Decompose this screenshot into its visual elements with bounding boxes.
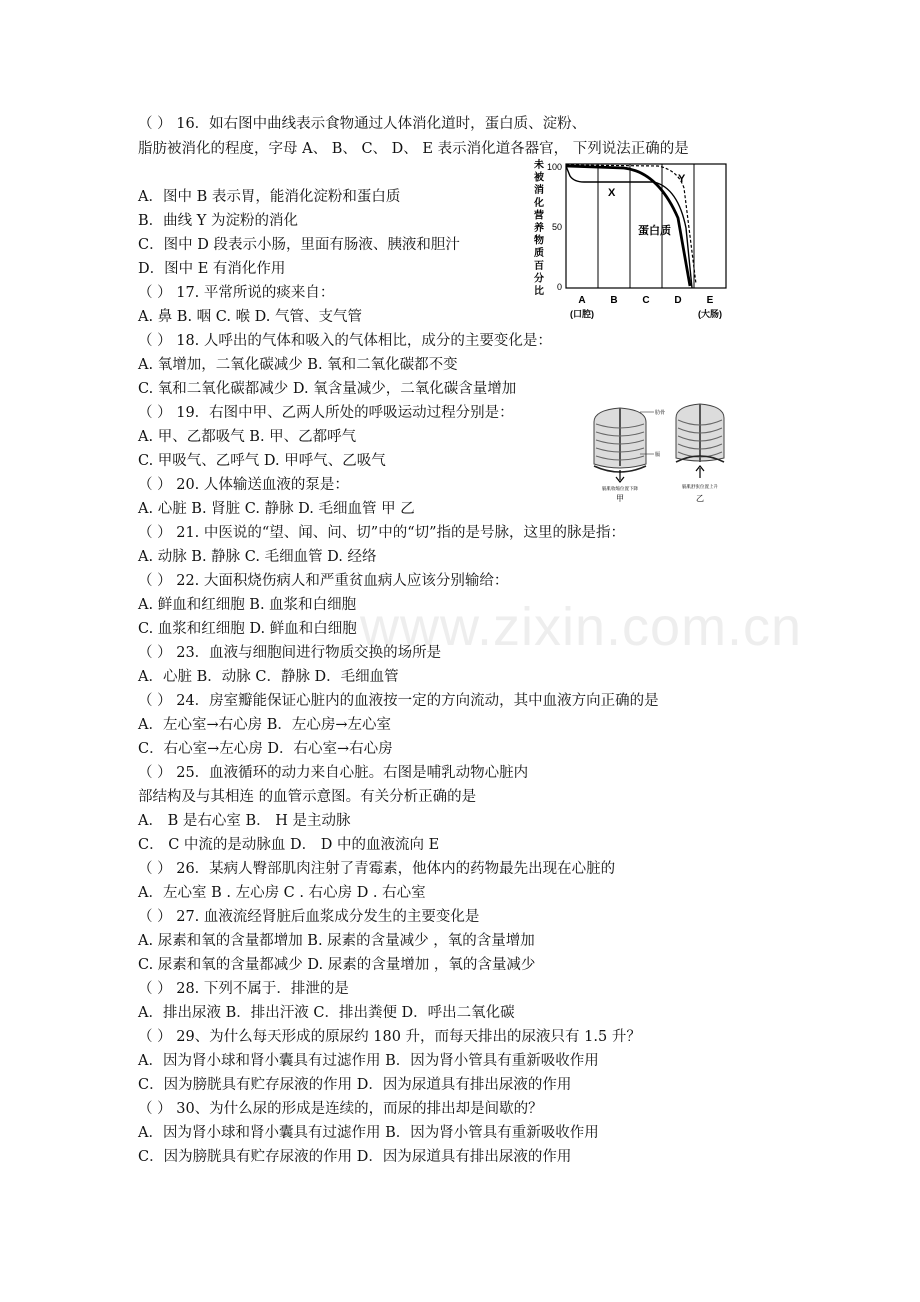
curve-x [566,166,692,288]
label-yi: 乙 [696,494,704,503]
y-axis-label-char: 营 [534,210,544,222]
label-jia: 甲 [616,494,624,503]
y-axis-label-char: 养 [534,223,544,234]
x-sublabel-large-intestine: (大肠) [698,309,722,319]
x-label-e: E [706,295,714,306]
text-line: A. 甲、乙都吸气 B. 甲、乙都呼气 [138,429,357,445]
text-line: 脂肪被消化的程度，字母 A、 B、 C、 D、 E 表示消化道各器官， 下列说法正确的是 [138,141,689,157]
label-x: X [608,187,616,199]
x-label-a: A [578,295,586,306]
text-line: C. 甲吸气、乙呼气 D. 甲呼气、乙吸气 [138,453,386,469]
text-line: C. 血浆和红细胞 D. 鲜血和白细胞 [138,621,357,637]
text-line: A. 鲜血和红细胞 B. 血浆和白细胞 [138,597,357,613]
x-label-b: B [610,295,618,306]
text-line: （ ） 27. 血液流经肾脏后血浆成分发生的主要变化是 [138,909,480,925]
text-line: A．图中 B 表示胃，能消化淀粉和蛋白质 [138,189,401,205]
text-line: A．心脏 B．动脉 C．静脉 D．毛细血管 [138,669,399,685]
y-axis-label-char: 质 [534,248,544,260]
text-line: C．因为膀胱具有贮存尿液的作用 D．因为尿道具有排出尿液的作用 [138,1149,572,1165]
label-y: Y [678,173,686,185]
text-line: （ ） 29、为什么每天形成的原尿约 180 升，而每天排出的尿液只有 1.5 升？ [138,1029,641,1045]
watermark: www.zixin.com.cn [360,597,803,657]
text-line: A. 氧增加，二氧化碳减少 B. 氧和二氧化碳都不变 [138,357,458,373]
label-rib: 肋骨 [655,410,666,416]
text-line: （ ） 18. 人呼出的气体和吸入的气体相比，成分的主要变化是： [138,333,552,349]
label-contract: 膈肌收缩位置下降 [602,486,638,491]
y-axis-label-char: 被 [534,172,544,184]
digestion-chart [528,158,758,328]
ribcage-yi-icon [676,404,724,478]
text-line: D．图中 E 有消化作用 [138,261,286,277]
text-line: C． C 中流的是动脉血 D． D 中的血液流向 E [138,837,440,853]
text-line: 部结构及与其相连 的血管示意图。有关分析正确的是 [138,789,477,805]
text-line: （ ） 26．某病人臀部肌肉注射了青霉素，他体内的药物最先出现在心脏的 [138,861,616,877]
text-line: （ ） 19．右图中甲、乙两人所处的呼吸运动过程分别是： [138,405,514,421]
y-axis-label-char: 比 [534,286,544,297]
text-line: C．右心室→左心房 D．右心室→右心房 [138,741,393,757]
text-line: A．因为肾小球和肾小囊具有过滤作用 B．因为肾小管具有重新吸收作用 [138,1125,599,1141]
text-line: （ ） 30、为什么尿的形成是连续的，而尿的排出却是间歇的？ [138,1101,543,1117]
y-axis-label-char: 百 [534,260,544,272]
y-axis-label-char: 化 [534,197,544,209]
text-line: B．曲线 Y 为淀粉的消化 [138,213,298,229]
text-line: （ ） 24．房室瓣能保证心脏内的血液按一定的方向流动，其中血液方向正确的是 [138,693,659,709]
tick-0: 0 [556,282,562,292]
text-line: （ ） 16．如右图中曲线表示食物通过人体消化道时，蛋白质、淀粉、 [138,116,587,132]
label-diaphragm: 膈 [655,452,661,458]
y-axis-label-char: 分 [534,273,544,285]
x-sublabel-mouth: (口腔) [570,309,594,319]
text-line: C. 氧和二氧化碳都减少 D. 氧含量减少，二氧化碳含量增加 [138,381,517,397]
ribcage-jia-icon [594,408,646,482]
text-line: （ ） 17. 平常所说的痰来自： [138,285,335,301]
y-axis-label-char: 消 [534,185,544,197]
text-line: A. 动脉 B. 静脉 C. 毛细血管 D. 经络 [138,549,377,565]
text-line: （ ） 20. 人体输送血液的泵是： [138,477,349,493]
y-axis-label-char: 未 [534,160,544,171]
curve-y [566,165,696,284]
text-line: A. 心脏 B. 肾脏 C. 静脉 D. 毛细血管 甲 乙 [138,501,415,517]
text-line: C. 尿素和氧的含量都减少 D. 尿素的含量增加 ，氧的含量减少 [138,957,536,973]
text-line: A．因为肾小球和肾小囊具有过滤作用 B．因为肾小管具有重新吸收作用 [138,1053,599,1069]
text-line: A．排出尿液 B．排出汗液 C．排出粪便 D．呼出二氧化碳 [138,1005,515,1021]
tick-100: 100 [546,162,562,172]
label-relax: 膈肌舒张位置上升 [682,484,718,489]
tick-50: 50 [551,222,562,232]
text-line: （ ） 22. 大面积烧伤病人和严重贫血病人应该分别输给： [138,573,509,589]
text-line: A．左心室 B . 左心房 C . 右心房 D . 右心室 [138,885,426,901]
text-line: （ ） 21. 中医说的“望、闻、问、切”中的“切”指的是号脉，这里的脉是指： [138,525,626,541]
y-axis-label [533,158,545,297]
x-label-c: C [642,295,650,306]
breathing-figure [584,402,734,504]
text-line: A．左心室→右心房 B．左心房→左心室 [138,717,392,733]
text-line: C．图中 D 段表示小肠，里面有肠液、胰液和胆汁 [138,237,460,253]
text-line: A． B 是右心室 B． H 是主动脉 [138,813,351,829]
label-protein: 蛋白质 [638,225,671,237]
x-label-d: D [674,295,682,306]
text-line: （ ） 23．血液与细胞间进行物质交换的场所是 [138,645,442,661]
text-line: （ ） 25．血液循环的动力来自心脏。右图是哺乳动物心脏内 [138,765,529,781]
y-axis-label-char: 物 [534,235,544,247]
text-line: A. 鼻 B. 咽 C. 喉 D. 气管、支气管 [138,309,363,325]
curve-protein [566,166,690,286]
text-line: （ ） 28. 下列不属于．排泄的是 [138,981,349,997]
text-line: C．因为膀胱具有贮存尿液的作用 D．因为尿道具有排出尿液的作用 [138,1077,572,1093]
text-line: A. 尿素和氧的含量都增加 B. 尿素的含量减少 ，氧的含量增加 [138,933,535,949]
